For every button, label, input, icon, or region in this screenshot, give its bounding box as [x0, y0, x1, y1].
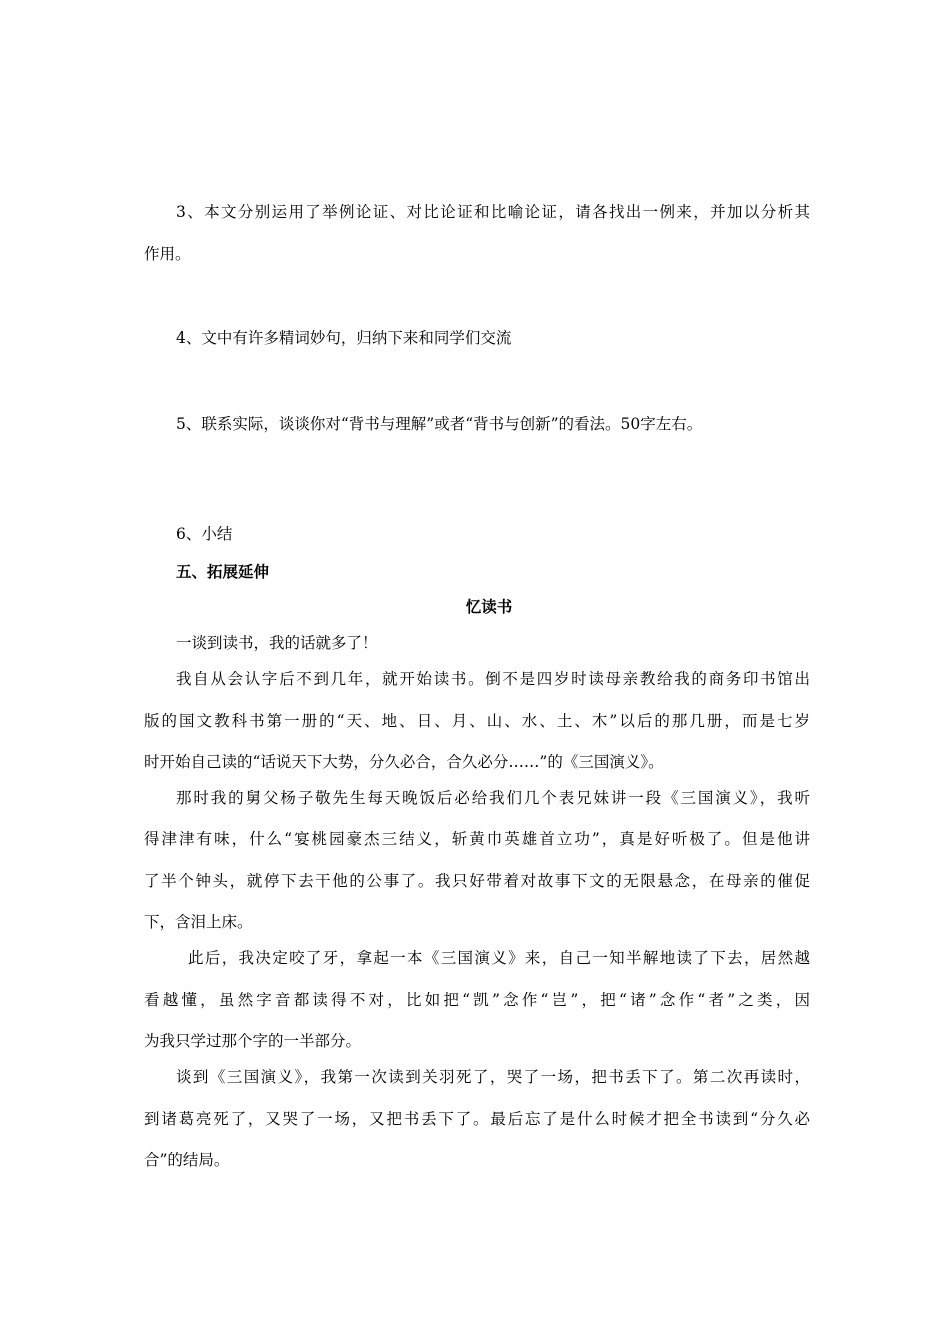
paragraph-1: 一谈到读书，我的话就多了！ [176, 634, 378, 652]
paragraph-2-line-2: 版的国文教科书第一册的“天、地、日、月、山、水、土、木”以后的那几册，而是七岁 [144, 712, 810, 730]
question-5: 5、联系实际，谈谈你对“背书与理解”或者“背书与创新”的看法。50字左右。 [176, 415, 703, 433]
paragraph-5-line-1: 谈到《三国演义》，我第一次读到关羽死了，哭了一场，把书丢下了。第二次再读时， [176, 1068, 810, 1086]
section-heading: 五、拓展延伸 [176, 563, 270, 581]
paragraph-3-line-4: 下，含泪上床。 [144, 913, 253, 931]
paragraph-3-line-1: 那时我的舅父杨子敬先生每天晚饭后必给我们几个表兄妹讲一段《三国演义》，我听 [176, 789, 810, 807]
paragraph-2-line-1: 我自从会认字后不到几年，就开始读书。倒不是四岁时读母亲教给我的商务印书馆出 [176, 670, 810, 688]
paragraph-4-line-3: 为我只学过那个字的一半部分。 [144, 1032, 362, 1050]
paragraph-4-line-1: 此后，我决定咬了牙，拿起一本《三国演义》来，自己一知半解地读了下去，居然越 [188, 949, 810, 967]
paragraph-5-line-3: 合”的结局。 [144, 1151, 230, 1169]
question-3-line-2: 作用。 [144, 245, 191, 263]
question-6: 6、小结 [176, 525, 233, 543]
question-4: 4、文中有许多精词妙句，归纳下来和同学们交流 [176, 329, 512, 347]
article-title: 忆读书 [465, 598, 513, 616]
paragraph-4-line-2: 看越懂，虽然字音都读得不对，比如把“凯”念作“岂”，把“诸”念作“者”之类，因 [144, 991, 810, 1009]
paragraph-3-line-2: 得津津有味，什么“宴桃园豪杰三结义，斩黄巾英雄首立功”，真是好听极了。但是他讲 [144, 830, 810, 848]
question-3-line-1: 3、本文分别运用了举例论证、对比论证和比喻论证，请各找出一例来，并加以分析其 [176, 203, 810, 221]
paragraph-2-line-3: 时开始自己读的“话说天下大势，分久必合，合久必分……”的《三国演义》。 [144, 753, 664, 771]
paragraph-3-line-3: 了半个钟头，就停下去干他的公事了。我只好带着对故事下文的无限悬念，在母亲的催促 [144, 872, 810, 890]
paragraph-5-line-2: 到诸葛亮死了，又哭了一场，又把书丢下了。最后忘了是什么时候才把全书读到“分久必 [144, 1110, 810, 1128]
